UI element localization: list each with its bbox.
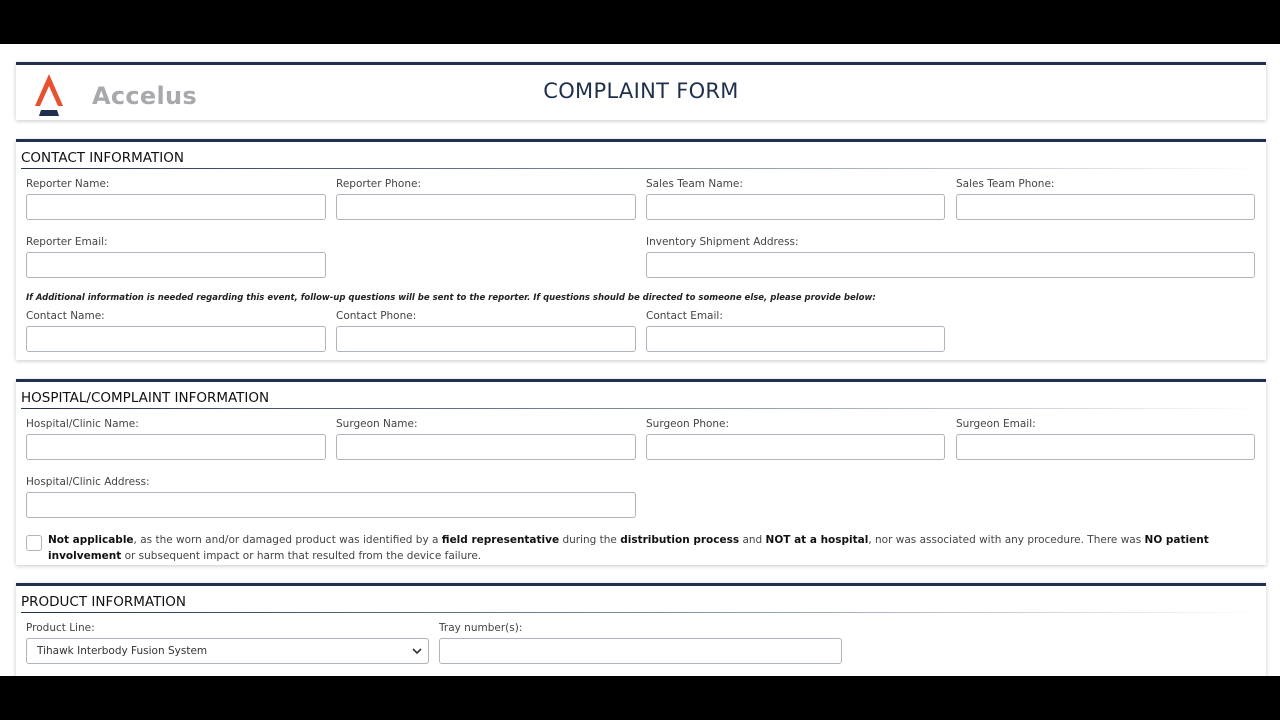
sales-team-name-label: Sales Team Name: <box>646 178 743 190</box>
section-divider <box>21 168 1261 169</box>
na-bold-text: NOT at a hospital <box>765 534 869 546</box>
section-title: CONTACT INFORMATION <box>21 150 184 166</box>
na-bold-text: Not applicable <box>48 534 134 546</box>
contact-phone-input[interactable] <box>336 326 636 352</box>
contact-name-label: Contact Name: <box>26 310 105 322</box>
reporter-phone-input[interactable] <box>336 194 636 220</box>
product-line-value: Tihawk Interbody Fusion System <box>37 645 208 657</box>
inventory-address-label: Inventory Shipment Address: <box>646 236 799 248</box>
followup-note: If Additional information is needed regarding this event, follow-up questions will be sent to the reporter. If questions should be directed to someone else, please provide below: <box>26 293 876 303</box>
surgeon-email-input[interactable] <box>956 434 1255 460</box>
sales-team-name-input[interactable] <box>646 194 945 220</box>
chevron-down-icon <box>412 646 422 656</box>
inventory-address-input[interactable] <box>646 252 1255 278</box>
sales-team-phone-input[interactable] <box>956 194 1255 220</box>
surgeon-phone-label: Surgeon Phone: <box>646 418 730 430</box>
reporter-phone-label: Reporter Phone: <box>336 178 421 190</box>
na-bold-text: NO patient involvement <box>48 534 1209 562</box>
na-text: , as the worn and/or damaged product was identified by a <box>133 534 442 546</box>
section-divider <box>21 408 1261 409</box>
product-line-select[interactable] <box>26 638 429 664</box>
na-bold-text: field representative <box>441 534 560 546</box>
contact-email-input[interactable] <box>646 326 945 352</box>
sales-team-phone-label: Sales Team Phone: <box>956 178 1055 190</box>
reporter-email-label: Reporter Email: <box>26 236 108 248</box>
surgeon-email-label: Surgeon Email: <box>956 418 1036 430</box>
section-title: PRODUCT INFORMATION <box>21 594 187 610</box>
reporter-email-input[interactable] <box>26 252 326 278</box>
na-text: , nor was associated with any procedure. There was <box>868 534 1145 546</box>
page-title: COMPLAINT FORM <box>543 79 739 103</box>
na-text: or subsequent impact or harm that resulted from the device failure. <box>121 550 482 562</box>
hospital-address-input[interactable] <box>26 492 636 518</box>
na-text: during the <box>559 534 621 546</box>
hospital-name-input[interactable] <box>26 434 326 460</box>
reporter-name-input[interactable] <box>26 194 326 220</box>
contact-information-section <box>16 139 1266 360</box>
hospital-name-label: Hospital/Clinic Name: <box>26 418 139 430</box>
contact-email-label: Contact Email: <box>646 310 723 322</box>
surgeon-name-input[interactable] <box>336 434 636 460</box>
na-bold-text: distribution process <box>620 534 740 546</box>
hospital-complaint-section <box>16 379 1266 565</box>
surgeon-phone-input[interactable] <box>646 434 945 460</box>
reporter-name-label: Reporter Name: <box>26 178 110 190</box>
brand-name: Accelus <box>92 82 198 110</box>
section-title: HOSPITAL/COMPLAINT INFORMATION <box>21 390 270 406</box>
product-information-section <box>16 583 1266 676</box>
surgeon-name-label: Surgeon Name: <box>336 418 418 430</box>
na-text: and <box>739 534 766 546</box>
not-applicable-statement <box>48 532 1258 564</box>
section-divider <box>21 612 1261 613</box>
page-viewport <box>0 44 1280 676</box>
hospital-address-label: Hospital/Clinic Address: <box>26 476 150 488</box>
tray-numbers-label: Tray number(s): <box>439 622 523 634</box>
product-line-label: Product Line: <box>26 622 95 634</box>
tray-numbers-input[interactable] <box>439 638 842 664</box>
not-applicable-checkbox[interactable] <box>26 535 42 551</box>
contact-phone-label: Contact Phone: <box>336 310 417 322</box>
contact-name-input[interactable] <box>26 326 326 352</box>
header-card <box>16 62 1266 120</box>
